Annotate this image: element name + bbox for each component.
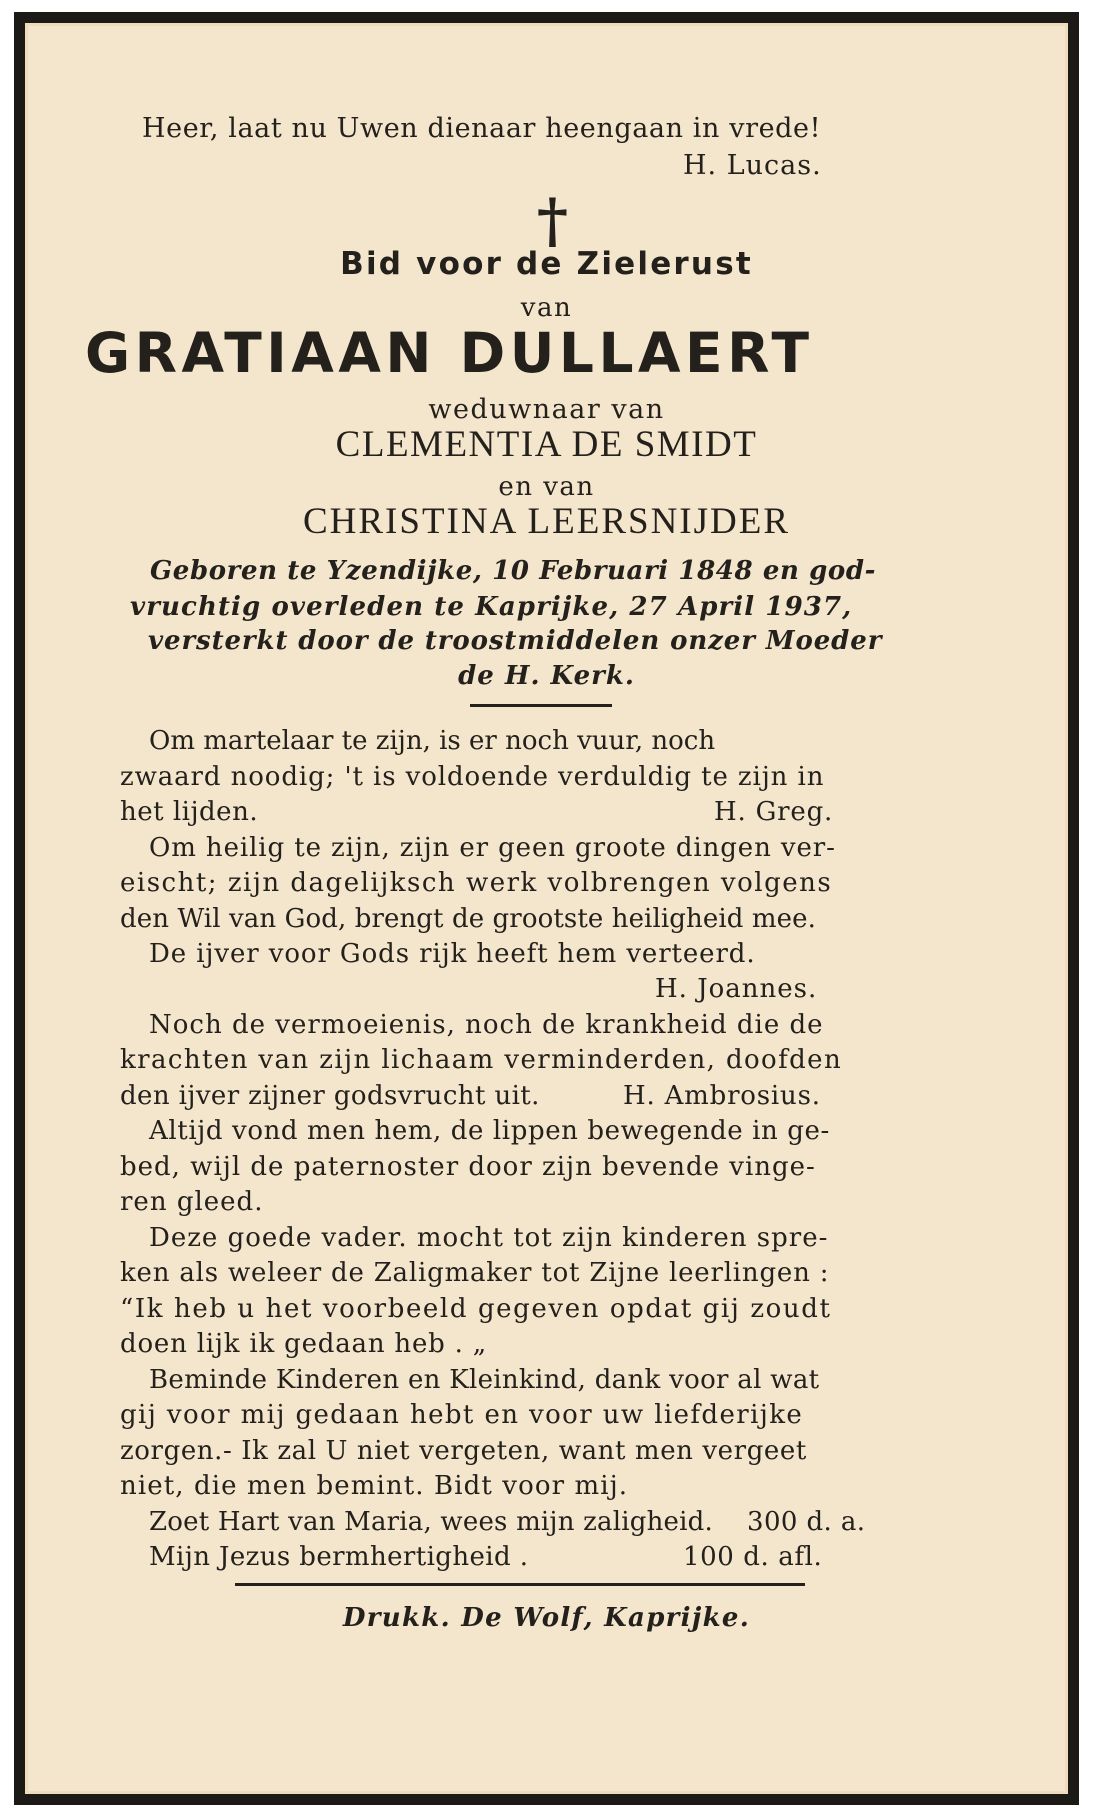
text-line: Deze goede vader. mocht tot zijn kinderen spre- <box>149 1223 829 1253</box>
bio-line: de H. Kerk. <box>458 661 635 691</box>
text-line: Beminde Kinderen en Kleinkind, dank voor al wat <box>149 1365 820 1395</box>
text-line: ren gleed. <box>120 1187 264 1217</box>
text-line-content: Om martelaar te zijn, is er noch vuur, noch <box>149 726 716 756</box>
text-source: H. Joannes. <box>655 974 818 1004</box>
en-van-label: en van <box>498 472 595 502</box>
quote-source: H. Lucas. <box>683 150 822 181</box>
card-content <box>25 23 1068 1794</box>
opening-quote: Heer, laat nu Uwen dienaar heengaan in vrede! <box>142 113 822 144</box>
text-line: zwaard noodig; 't is voldoende verduldig te zijn in <box>120 762 825 792</box>
van-label: van <box>520 293 573 323</box>
bio-line: versterkt door de troostmiddelen onzer Moeder <box>148 626 883 656</box>
spouse-1-name: CLEMENTIA DE SMIDT <box>335 424 758 465</box>
text-line: gij voor mij gedaan hebt en voor uw liefderijke <box>120 1400 804 1430</box>
indulgence-value: 100 d. afl. <box>683 1542 823 1572</box>
text-line: zorgen.- Ik zal U niet vergeten, want men vergeet <box>120 1436 807 1466</box>
text-source: H. Greg. <box>714 797 834 827</box>
text-line: krachten van zijn lichaam verminderden, doofden <box>120 1045 843 1075</box>
text-line: eischt; zijn dagelijksch werk volbrengen volgens <box>120 868 833 898</box>
cross-icon: † <box>536 186 569 256</box>
bio-line: vruchtig overleden te Kaprijke, 27 April 1937, <box>130 592 853 622</box>
text-line: niet, die men bemint. Bidt voor mij. <box>120 1471 629 1501</box>
text-line: De ijver voor Gods rijk heeft hem verteerd. <box>149 939 756 969</box>
text-line <box>149 728 861 754</box>
divider <box>470 704 612 707</box>
bio-line: Geboren te Yzendijke, 10 Februari 1848 en god- <box>150 556 877 586</box>
text-source: H. Ambrosius. <box>623 1081 821 1111</box>
text-line: bed, wijl de paternoster door zijn bevende vinge- <box>120 1152 816 1182</box>
prayer-heading: Bid voor de Zielerust <box>340 246 753 282</box>
text-line: den Wil van God, brengt de grootste heiligheid mee. <box>120 904 816 934</box>
text-line: Altijd vond men hem, de lippen bewegende in ge- <box>149 1116 830 1146</box>
printer-credit: Drukk. De Wolf, Kaprijke. <box>342 1603 751 1633</box>
text-line: Noch de vermoeienis, noch de krankheid die de <box>149 1010 824 1040</box>
indulgence-prayer: Mijn Jezus bermhertigheid . <box>149 1542 529 1572</box>
text-line: het lijden. <box>120 797 259 827</box>
indulgence-prayer: Zoet Hart van Maria, wees mijn zaligheid. <box>149 1507 713 1537</box>
bottom-divider <box>235 1583 805 1586</box>
deceased-name: GRATIAAN DULLAERT <box>85 321 814 385</box>
text-line: Om heilig te zijn, zijn er geen groote dingen ver- <box>149 833 836 863</box>
text-line: doen lijk ik gedaan heb . „ <box>120 1329 488 1359</box>
widower-label: weduwnaar van <box>428 394 665 425</box>
text-line: den ijver zijner godsvrucht uit. <box>120 1081 540 1111</box>
indulgence-value: 300 d. a. <box>747 1507 866 1537</box>
spouse-2-name: CHRISTINA LEERSNIJDER <box>302 501 791 542</box>
text-line: “Ik heb u het voorbeeld gegeven opdat gij zoudt <box>120 1294 832 1324</box>
text-line: ken als weleer de Zaligmaker tot Zijne leerlingen : <box>120 1258 830 1288</box>
memorial-card <box>14 12 1079 1805</box>
